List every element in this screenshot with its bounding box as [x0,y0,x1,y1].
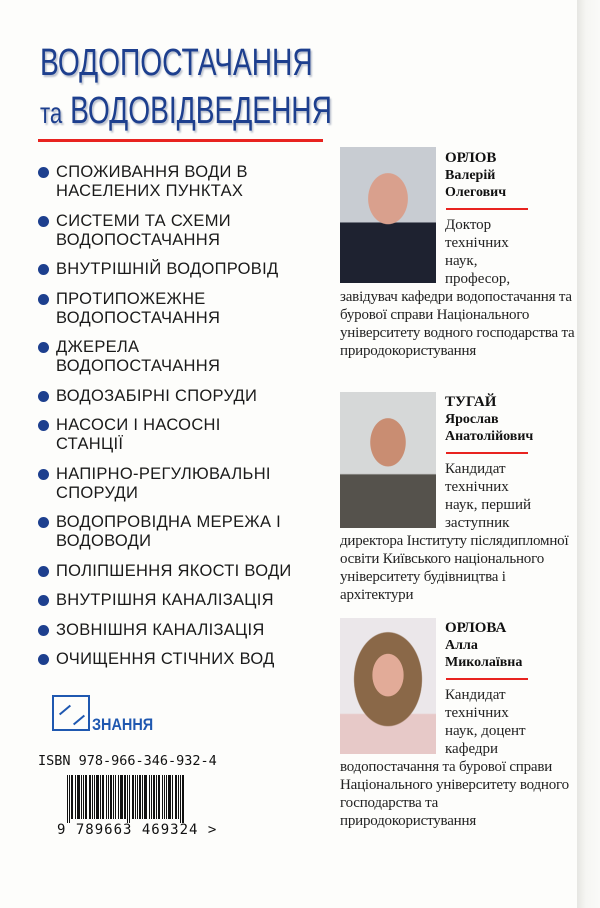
barcode-bar [132,775,134,819]
name-divider [446,208,528,210]
barcode-bar [149,775,150,819]
barcode-bar [100,775,101,819]
bullet-icon [38,391,49,402]
book-spine-edge [577,0,600,908]
author-name [445,620,522,671]
desc-line: технічних [445,235,509,251]
barcode-bar [110,775,112,819]
barcode-bar [178,775,179,819]
topic-item [38,416,258,454]
topic-label: ВОДОПРОВІДНА МЕРЕЖА І ВОДОВОДИ [56,513,282,550]
desc-line: професор, [445,271,511,287]
barcode-bar [166,775,167,819]
author-patronymic: Олегович [445,185,507,200]
barcode-bar [81,775,82,819]
barcode-bar [83,775,84,819]
desc-line: наук, доцент [445,723,526,739]
topic-item [38,260,328,279]
title-divider [38,139,323,142]
publisher-name: ЗНАННЯ [92,715,154,734]
author-surname: ОРЛОВА [445,620,507,636]
bullet-icon [38,566,49,577]
barcode-bar [124,775,126,819]
title-prefix: та [40,97,63,130]
bullet-icon [38,216,49,227]
topic-label: ПОЛІПШЕННЯ ЯКОСТІ ВОДИ [56,561,292,580]
topic-item [38,513,298,551]
barcode-bar [164,775,165,819]
topic-label: ДЖЕРЕЛА ВОДОПОСТАЧАННЯ [56,338,221,375]
author-desc: директора Інституту післядипломної освіти Київського національного університету будівництва і архітектури [340,533,569,603]
topic-label: ПРОТИПОЖЕЖНЕ ВОДОПОСТАЧАННЯ [56,289,221,327]
barcode-bar [162,775,163,819]
barcode-bar [89,775,91,819]
barcode-bar [118,775,119,819]
title-main: ВОДОВІДВЕДЕННЯ [70,90,332,132]
topic-item [38,338,268,376]
barcode-bar [139,775,141,819]
desc-line: заступник [445,515,510,531]
author-desc: водопостачання та бурової справи Національного університету водного господарства та природокористування [340,759,569,829]
barcode-bar [172,775,173,819]
barcode-bar [69,775,70,823]
desc-line: Доктор [445,217,492,233]
bullet-icon [38,294,49,305]
topic-label: НАСОСИ І НАСОСНІ СТАНЦІЇ [56,416,221,453]
bullet-icon [38,420,49,431]
topic-label: ВНУТРІШНІЙ ВОДОПРОВІД [56,260,279,278]
bullet-icon [38,625,49,636]
topic-label: ЗОВНІШНЯ КАНАЛІЗАЦІЯ [56,620,265,639]
barcode-bar [137,775,138,819]
topic-item [38,387,328,406]
barcode-bar [156,775,157,819]
barcode [67,775,199,823]
topic-item [38,212,328,250]
barcode-bar [106,775,107,819]
author-photo-orlova [340,618,436,754]
desc-line: технічних [445,479,509,495]
barcode-bar [151,775,152,819]
topic-label: СПОЖИВАННЯ ВОДИ В НАСЕЛЕНИХ ПУНКТАХ [56,163,248,200]
topic-item [38,621,328,640]
author-surname: ОРЛОВ [445,150,497,166]
barcode-bar [142,775,143,819]
desc-line: наук, перший [445,497,532,513]
bullet-icon [38,264,49,275]
barcode-bar [113,775,114,819]
desc-line: кафедри [445,741,499,757]
barcode-bar [96,775,99,819]
barcode-bar [129,775,130,823]
barcode-bar [108,775,109,819]
publisher-logo-icon [52,695,90,731]
barcode-bar [175,775,177,819]
bullet-icon [38,517,49,528]
barcode-bar [71,775,73,819]
barcode-bar [115,775,116,819]
barcode-bar [85,775,87,819]
author-patronymic: Миколаївна [445,655,523,670]
isbn: ISBN 978-966-346-932-4 [38,753,217,769]
desc-line: Кандидат [445,687,506,703]
barcode-bar [67,775,68,823]
topic-item [38,163,328,201]
name-divider [446,452,528,454]
author-first-name: Валерій [445,168,496,183]
barcode-bar [75,775,76,819]
topic-item [38,562,328,581]
author-name [445,150,506,201]
topic-item [38,650,328,669]
bullet-icon [38,342,49,353]
author-photo-tugai [340,392,436,528]
topics-list [38,163,328,680]
topic-label: ВНУТРІШНЯ КАНАЛІЗАЦІЯ [56,591,274,609]
topic-item [38,290,268,328]
topic-label: НАПІРНО-РЕГУЛЮВАЛЬНІ СПОРУДИ [56,464,271,502]
author-first-name: Ярослав [445,412,499,427]
barcode-bar [144,775,147,819]
author-desc: завідувач кафедри водопостачання та бурової справи Національного університету водного господарства та природокористування [340,289,575,359]
desc-line: наук, [445,253,478,269]
barcode-bar [182,775,184,823]
bullet-icon [38,595,49,606]
topic-label: ВОДОЗАБІРНІ СПОРУДИ [56,386,258,405]
barcode-bar [92,775,93,819]
bullet-icon [38,654,49,665]
author-first-name: Алла [445,638,478,653]
author-patronymic: Анатолійович [445,429,534,444]
author-surname: ТУГАЙ [445,394,497,410]
name-divider [446,678,528,680]
title-line-2 [40,90,332,133]
author-desc-side [445,460,531,532]
barcode-bar [102,775,104,819]
barcode-bar [120,775,123,819]
topic-item [38,591,328,610]
barcode-bar [180,775,181,823]
author-photo-orlov [340,147,436,283]
author-desc-side [445,686,526,758]
barcode-bar [77,775,80,819]
barcode-bar [135,775,136,819]
author-desc-side [445,216,510,288]
topic-label: СИСТЕМИ ТА СХЕМИ ВОДОПОСТАЧАННЯ [56,211,231,249]
desc-line: технічних [445,705,509,721]
barcode-bar [94,775,95,819]
bullet-icon [38,469,49,480]
author-name [445,394,533,445]
barcode-bar [153,775,155,819]
barcode-bar [168,775,171,819]
bullet-icon [38,167,49,178]
topic-item [38,465,298,503]
topic-label: ОЧИЩЕННЯ СТІЧНИХ ВОД [56,650,275,668]
barcode-bar [158,775,160,819]
barcode-bar [127,775,128,823]
title-line-1: ВОДОПОСТАЧАННЯ [40,42,313,84]
desc-line: Кандидат [445,461,506,477]
barcode-number: 9 789663 469324 > [57,822,218,838]
